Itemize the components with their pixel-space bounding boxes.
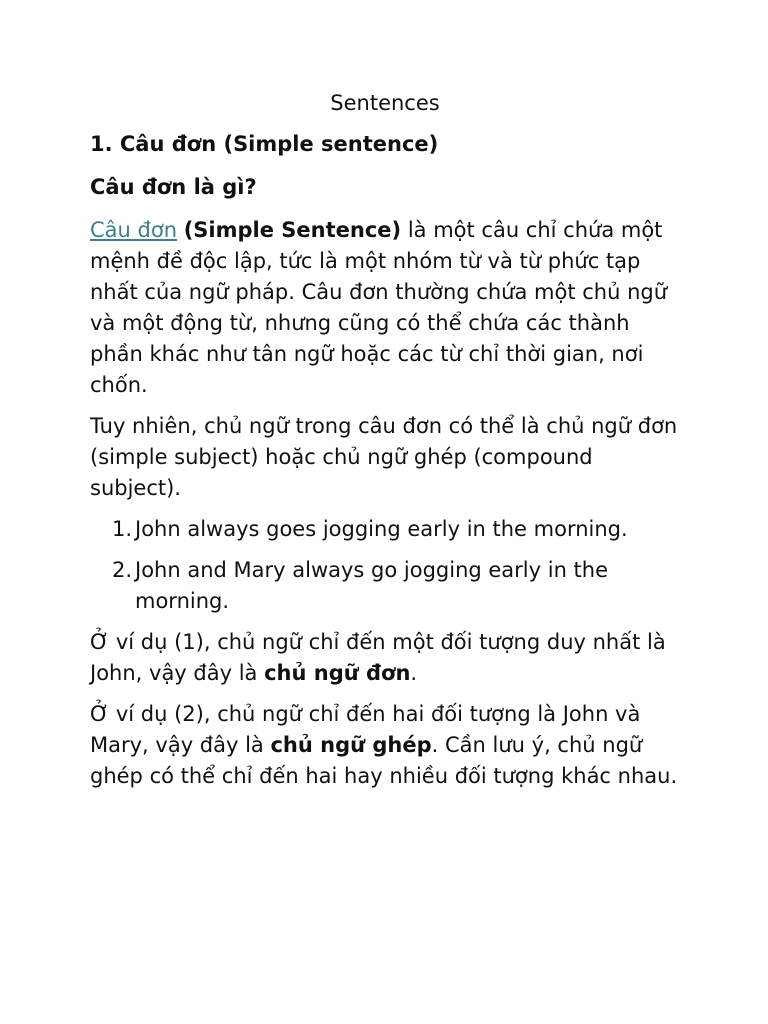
list-item-text: John always goes jogging early in the morning. [135,517,628,541]
example2-bold-term: chủ ngữ ghép [270,733,432,757]
example-list [90,514,680,617]
example2-text: Ở ví dụ (2), chủ ngữ chỉ đến hai đối tượng là John và Mary, vậy đây là [90,702,641,757]
example1-paragraph [90,627,680,689]
intro-text: là một câu chỉ chứa một mệnh đề độc lập, tức là một nhóm từ và từ phức tạp nhất của ngữ pháp. Câu đơn thường chứa một chủ ngữ và một động từ, nhưng cũng có thể chứa các thành phần khác như tân ngữ hoặc các từ chỉ thời gian, nơi chốn. [90,218,668,397]
list-item-number: 1. [112,517,133,541]
example2-end: . Cần lưu ý, chủ ngữ ghép có thể chỉ đến hai hay nhiều đối tượng khác nhau. [90,733,678,788]
list-item-number: 2. [112,558,133,582]
intro-paragraph [90,215,680,401]
subject-paragraph: Tuy nhiên, chủ ngữ trong câu đơn có thể là chủ ngữ đơn (simple subject) hoặc chủ ngữ ghép (compound subject). [90,414,678,500]
intro-bold-term: (Simple Sentence) [183,218,402,242]
example2-paragraph [90,699,680,792]
simple-sentence-link[interactable]: Câu đơn [90,218,178,242]
subsection-heading: Câu đơn là gì? [90,175,257,199]
example1-end: . [410,661,418,685]
example1-bold-term: chủ ngữ đơn [264,661,411,685]
list-item-text: John and Mary always go jogging early in the morning. [135,558,609,613]
list-item [90,555,680,617]
section-heading: 1. Câu đơn (Simple sentence) [90,132,439,156]
example1-text: Ở ví dụ (1), chủ ngữ chỉ đến một đối tượng duy nhất là John, vậy đây là [90,630,666,685]
document-title: Sentences [330,91,440,115]
document-page [90,88,680,802]
list-item [90,514,680,545]
